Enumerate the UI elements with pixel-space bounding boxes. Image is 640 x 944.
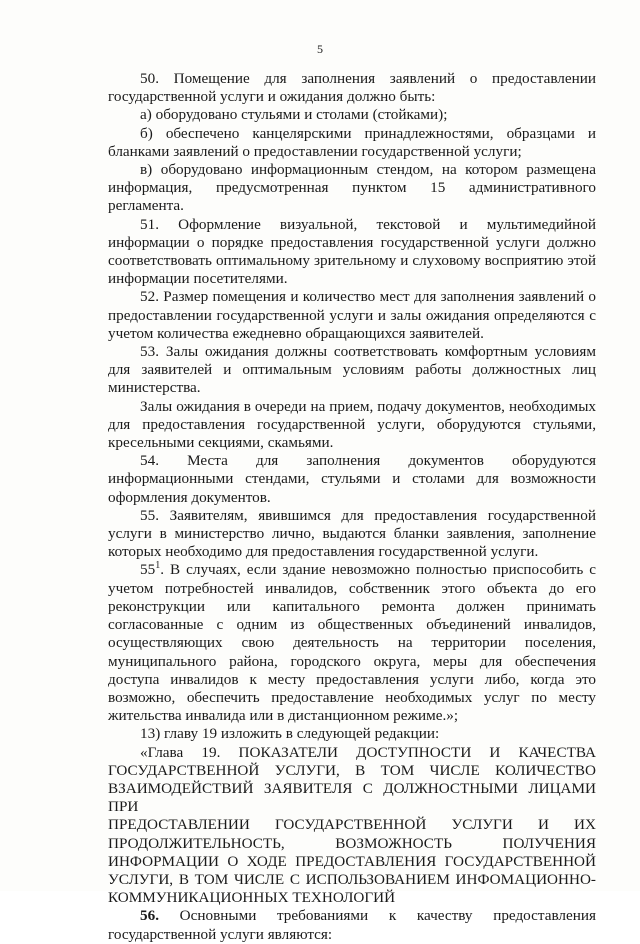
paragraph-50-b: б) обеспечено канцелярскими принадлежностями, образцами и бланками заявлений о предоставлении государственной услуги; xyxy=(108,124,596,160)
paragraph-52: 52. Размер помещения и количество мест для заполнения заявлений о предоставлении государственной услуги и залы ожидания определяются с учетом количества ежедневно обращающихся заявителей. xyxy=(108,288,596,342)
paragraph-55-1-number: 55 xyxy=(140,561,156,579)
chapter-heading-line: ВЗАИМОДЕЙСТВИЙ ЗАЯВИТЕЛЯ С ДОЛЖНОСТНЫМИ ЛИЦАМИ ПРИ xyxy=(108,779,596,816)
paragraph-55: 55. Заявителям, явившимся для предоставления государственной услуги в министерство лично, выдаются бланки заявления, заполнение которых необходимо для предоставления государственной услуги. xyxy=(108,506,596,561)
paragraph-50: 50. Помещение для заполнения заявлений о предоставлении государственной услуги и ожидания должно быть: xyxy=(108,70,596,106)
chapter-heading-line: КОММУНИКАЦИОННЫХ ТЕХНОЛОГИЙ xyxy=(108,889,396,907)
chapter-heading-line: «Глава 19. ПОКАЗАТЕЛИ ДОСТУПНОСТИ И КАЧЕСТВА xyxy=(140,743,596,761)
paragraph-50-a: а) оборудовано стульями и столами (стойками); xyxy=(140,106,448,124)
paragraph-51: 51. Оформление визуальной, текстовой и мультимедийной информации о порядке предоставления государственной услуги должно соответствовать оптимальному зрительному и слуховому восприятию этой информации посетителями. xyxy=(108,215,596,288)
paragraph-13-item: 13) главу 19 изложить в следующей редакции: xyxy=(140,725,440,743)
paragraph-50-c: в) оборудовано информационным стендом, на котором размещена информация, предусмотренная пунктом 15 административного регламента. xyxy=(108,161,596,215)
paragraph-55-1 xyxy=(108,561,596,725)
page-number: 5 xyxy=(317,42,323,56)
paragraph-53-waiting-rooms: Залы ожидания в очереди на прием, подачу документов, необходимых для предоставления государственной услуги, оборудуются стульями, кресельными секциями, скамьями. xyxy=(108,397,596,452)
paragraph-56-text: Основными требованиями к качеству предоставления государственной услуги являются: xyxy=(108,907,596,943)
paragraph-53: 53. Залы ожидания должны соответствовать комфортным условиям для заявителей и оптимальным условиям работы должностных лиц министерства. xyxy=(108,343,596,397)
chapter-heading-line: ПРОДОЛЖИТЕЛЬНОСТЬ, ВОЗМОЖНОСТЬ ПОЛУЧЕНИЯ xyxy=(108,834,596,852)
document-body xyxy=(108,70,596,944)
chapter-heading-line: ГОСУДАРСТВЕННОЙ УСЛУГИ, В ТОМ ЧИСЛЕ КОЛИЧЕСТВО xyxy=(108,761,596,779)
chapter-19-heading xyxy=(108,744,596,908)
chapter-heading-line: ПРЕДОСТАВЛЕНИИ ГОСУДАРСТВЕННОЙ УСЛУГИ И ИХ xyxy=(108,816,596,834)
paragraph-55-1-superscript: 1 xyxy=(155,560,161,572)
chapter-heading-line: УСЛУГИ, В ТОМ ЧИСЛЕ С ИСПОЛЬЗОВАНИЕМ ИНФОМАЦИОННО- xyxy=(108,870,596,888)
paragraph-54: 54. Места для заполнения документов оборудуются информационными стендами, стульями и столами для возможности оформления документов. xyxy=(108,452,596,506)
chapter-heading-line: ИНФОРМАЦИИ О ХОДЕ ПРЕДОСТАВЛЕНИЯ ГОСУДАРСТВЕННОЙ xyxy=(108,852,596,870)
paragraph-56 xyxy=(108,907,596,943)
paragraph-56-number: 56. xyxy=(140,907,159,925)
paragraph-55-1-text: . В случаях, если здание невозможно полностью приспособить с учетом потребностей инвалидов, собственник этого объекта до его реконструкции или капитального ремонта должен принимать согласованные с одним из общественных объединений инвалидов, осуществляющих свою деятельность на территории поселения, муниципального района, городского округа, меры для обеспечения доступа инвалидов к месту предоставления услуги либо, когда это возможно, обеспечить предоставление необходимых услуг по месту жительства инвалида или в дистанционном режиме.»; xyxy=(108,561,596,725)
